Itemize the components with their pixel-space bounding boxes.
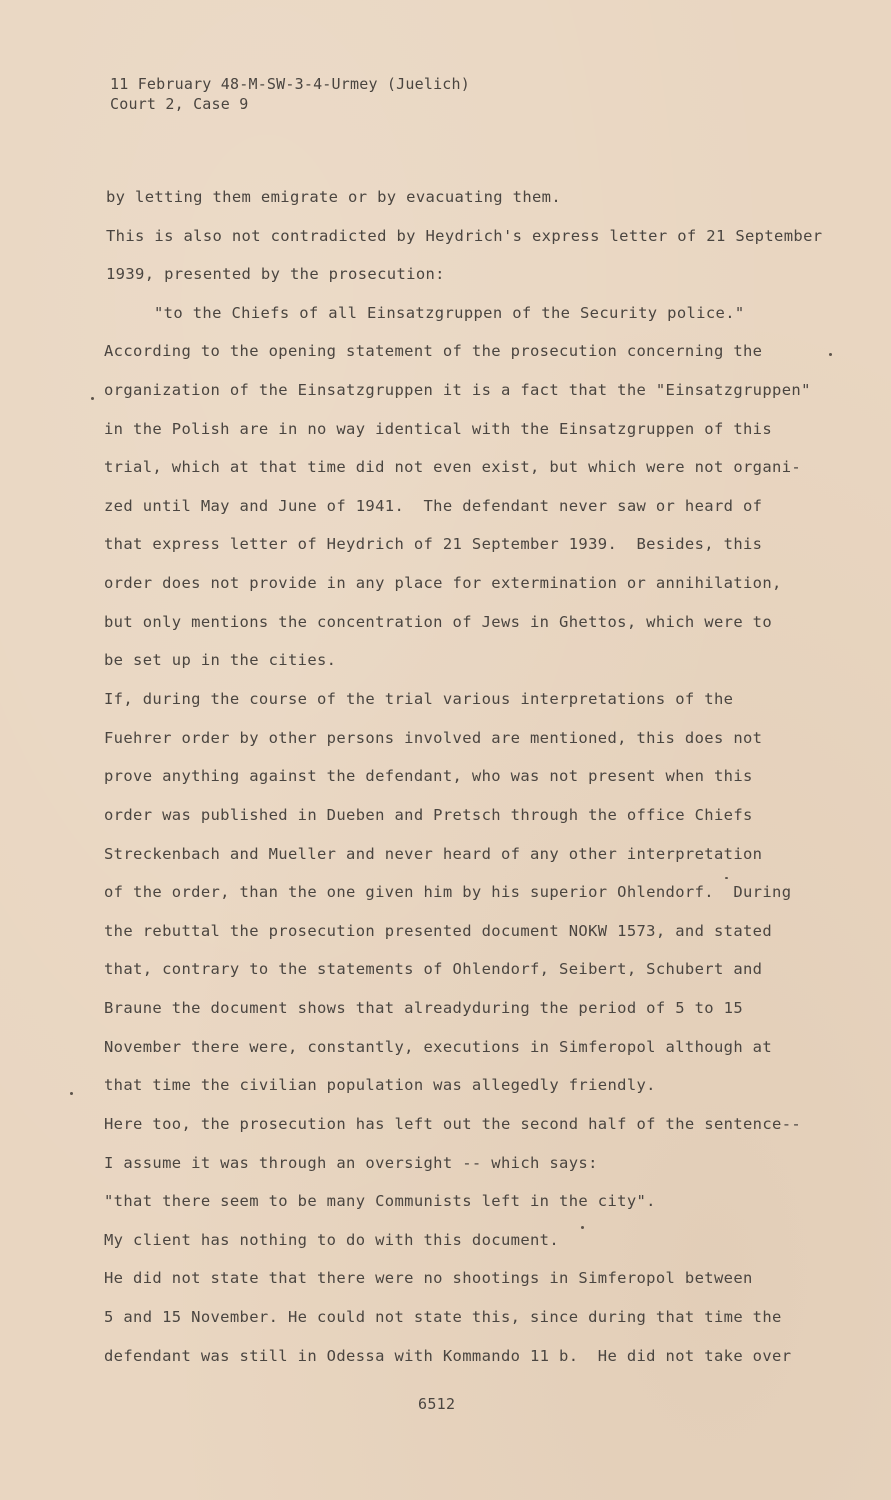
paper-speck: [581, 1226, 584, 1229]
text-line: that, contrary to the statements of Ohlendorf, Seibert, Schubert and: [104, 960, 763, 978]
text-line: defendant was still in Odessa with Kommando 11 b. He did not take over: [104, 1347, 792, 1365]
paper-speck: [829, 353, 832, 356]
text-line: If, during the course of the trial various interpretations of the: [104, 690, 734, 708]
text-line: According to the opening statement of the prosecution concerning the: [104, 342, 763, 360]
text-line: that express letter of Heydrich of 21 September 1939. Besides, this: [104, 535, 763, 553]
text-line: I assume it was through an oversight -- which says:: [104, 1154, 598, 1172]
header-court-line: Court 2, Case 9: [110, 95, 249, 113]
text-line: trial, which at that time did not even exist, but which were not organi-: [104, 458, 802, 476]
text-line: Streckenbach and Mueller and never heard of any other interpretation: [104, 845, 763, 863]
text-line: "to the Chiefs of all Einsatzgruppen of the Security police.": [154, 304, 745, 322]
text-line: zed until May and June of 1941. The defendant never saw or heard of: [104, 497, 763, 515]
text-line: Braune the document shows that alreadyduring the period of 5 to 15: [104, 999, 743, 1017]
paper-speck: [91, 397, 94, 400]
text-line: This is also not contradicted by Heydrich's express letter of 21 September: [106, 227, 823, 245]
paper-speck: [725, 877, 728, 879]
text-line: organization of the Einsatzgruppen it is a fact that the "Einsatzgruppen": [104, 381, 811, 399]
document-header: [110, 74, 470, 114]
text-line: 5 and 15 November. He could not state this, since during that time the: [104, 1308, 782, 1326]
text-line: of the order, than the one given him by his superior Ohlendorf. During: [104, 883, 792, 901]
text-line: that time the civilian population was allegedly friendly.: [104, 1076, 656, 1094]
text-line: be set up in the cities.: [104, 651, 337, 669]
paper-speck: [70, 1092, 73, 1095]
header-date-line: 11 February 48-M-SW-3-4-Urmey (Juelich): [110, 75, 470, 93]
text-line: order was published in Dueben and Pretsch through the office Chiefs: [104, 806, 753, 824]
text-line: "that there seem to be many Communists left in the city".: [104, 1192, 656, 1210]
text-line: Here too, the prosecution has left out the second half of the sentence--: [104, 1115, 802, 1133]
text-line: but only mentions the concentration of Jews in Ghettos, which were to: [104, 613, 773, 631]
text-line: by letting them emigrate or by evacuating them.: [106, 188, 562, 206]
text-line: the rebuttal the prosecution presented document NOKW 1573, and stated: [104, 922, 773, 940]
text-line: My client has nothing to do with this document.: [104, 1231, 560, 1249]
text-line: in the Polish are in no way identical with the Einsatzgruppen of this: [104, 420, 773, 438]
text-line: Fuehrer order by other persons involved are mentioned, this does not: [104, 729, 763, 747]
text-line: He did not state that there were no shootings in Simferopol between: [104, 1269, 753, 1287]
text-line: November there were, constantly, executions in Simferopol although at: [104, 1038, 773, 1056]
text-line: order does not provide in any place for extermination or annihilation,: [104, 574, 782, 592]
text-line: prove anything against the defendant, who was not present when this: [104, 767, 753, 785]
page-number: 6512: [418, 1395, 456, 1413]
text-line: 1939, presented by the prosecution:: [106, 265, 445, 283]
